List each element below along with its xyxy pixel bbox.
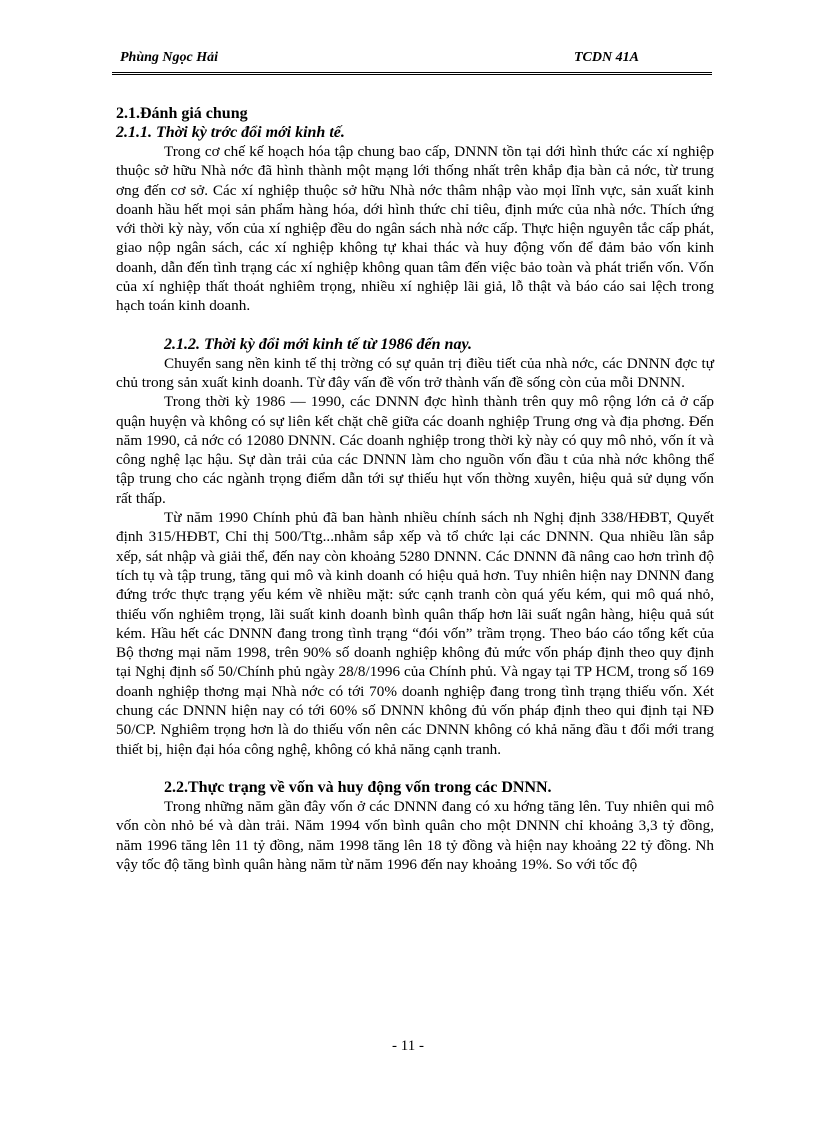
paragraph: Trong những năm gần đây vốn ở các DNNN đang có xu hớng tăng lên. Tuy nhiên qui mô vốn còn nhỏ bé và dàn trải. Năm 1994 vốn bình quân cho một DNNN chỉ khoảng 3,3 tỷ đồng, năm 1996 tăng lên 11 tỷ đồng, năm 1998 tăng lên 18 tỷ đồng và hiện nay khoảng 22 tỷ đồng. Nh vậy tốc độ tăng bình quân hàng năm từ năm 1996 đến nay khoảng 19%. So với tốc độ (116, 797, 714, 873)
page-header (112, 40, 712, 75)
paragraph: Trong thời kỳ 1986 — 1990, các DNNN đợc hình thành trên quy mô rộng lớn cả ở cấp quận huyện và không có sự liên kết chặt chẽ giữa các doanh nghiệp Trung ơng và địa phơng. Đến năm 1990, cả nớc có 12080 DNNN. Các doanh nghiệp trong thời kỳ này có quy mô nhỏ, vốn ít và công nghệ lạc hậu. Sự dàn trải của các DNNN làm cho nguồn vốn đầu t của nhà nớc không thể tập trung cho các ngành trọng điểm dẫn tới sự thiếu hụt vốn thờng xuyên, hiệu quả sử dụng vốn rất thấp. (116, 393, 714, 507)
section-2-2-title: 2.2.Thực trạng về vốn và huy động vốn trong các DNNN. (164, 778, 552, 796)
section-2-1-2-title: 2.1.2. Thời kỳ đổi mới kinh tế từ 1986 đến nay. (164, 335, 472, 353)
section-2-1-1-title: 2.1.1. Thời kỳ trớc đổi mới kinh tế. (116, 124, 345, 141)
section-2-1-title: 2.1.Đánh giá chung (116, 105, 248, 122)
header-author: Phùng Ngọc Hải (120, 50, 219, 65)
paragraph: Trong cơ chế kế hoạch hóa tập chung bao cấp, DNNN tồn tại dới hình thức các xí nghiệp thuộc sở hữu Nhà nớc đã hình thành một mạng lới thống nhất trên khắp địa bàn cả nớc, từ trung ơng đến cơ sở. Các xí nghiệp thuộc sở hữu Nhà nớc thâm nhập vào mọi lĩnh vực, sản xuất kinh doanh hầu hết mọi sản phẩm hàng hóa, dới hình thức chỉ tiêu, định mức của nhà nớc. Thích ứng với thời kỳ này, vốn của xí nghiệp đều do ngân sách nhà nớc cấp. Thực hiện nguyên tắc cấp phát, giao nộp ngân sách, các xí nghiệp không tự khai thác và huy động vốn để đảm bảo vốn kinh doanh, dẫn đến tình trạng các xí nghiệp không quan tâm đến việc bảo toàn và phát triển vốn. Vốn của xí nghiệp thất thoát nghiêm trọng, nhiều xí nghiệp lãi giả, lỗ thật và báo cáo sai lệch trong hạch toán kinh doanh. (116, 143, 714, 315)
page-number: - 11 - (392, 1038, 424, 1054)
header-class: TCDN 41A (574, 50, 639, 65)
paragraph: Chuyển sang nền kinh tế thị trờng có sự quản trị điều tiết của nhà nớc, các DNNN đợc tự chủ trong sản xuất kinh doanh. Từ đây vấn đề vốn trở thành vấn đề sống còn của mỗi DNNN. (116, 354, 714, 391)
paragraph: Từ năm 1990 Chính phủ đã ban hành nhiều chính sách nh Nghị định 338/HĐBT, Quyết định 315/HĐBT, Chỉ thị 500/Ttg...nhằm sắp xếp và tổ chức lại các DNNN. Qua nhiều lần sắp xếp, sát nhập và giải thể, đến nay còn khoảng 5280 DNNN. Các DNNN đã nâng cao hơn trình độ tích tụ và tập trung, tăng qui mô và kinh doanh có hiệu quả hơn. Tuy nhiên hiện nay DNNN đang đứng trớc thực trạng yếu kém về nhiều mặt: sức cạnh tranh còn quá yếu kém, qui mô quá nhỏ, thiếu vốn nghiêm trọng, lãi suất kinh doanh bình quân thấp hơn lãi suất ngân hàng, hiệu quả sút kém. Hầu hết các DNNN đang trong tình trạng “đói vốn” trầm trọng. Theo báo cáo tổng kết của Bộ thơng mại năm 1998, trên 90% số doanh nghiệp không đủ mức vốn pháp định theo quy định tại Nghị định số 50/Chính phủ ngày 28/8/1996 của Chính phủ. Và ngay tại TP HCM, trong số 169 doanh nghiệp thơng mại Nhà nớc có tới 70% doanh nghiệp đang trong tình trạng thiếu vốn. Xét chung các DNNN hiện nay có tới 60% số DNNN không đủ vốn pháp định theo qui định tại NĐ 50/CP. Nghiêm trọng hơn là do thiếu vốn nên các DNNN không có khả năng đầu t đổi mới trang thiết bị, hiện đại hóa công nghệ, không có khả năng cạnh tranh. (116, 509, 714, 758)
document-body (116, 104, 714, 874)
